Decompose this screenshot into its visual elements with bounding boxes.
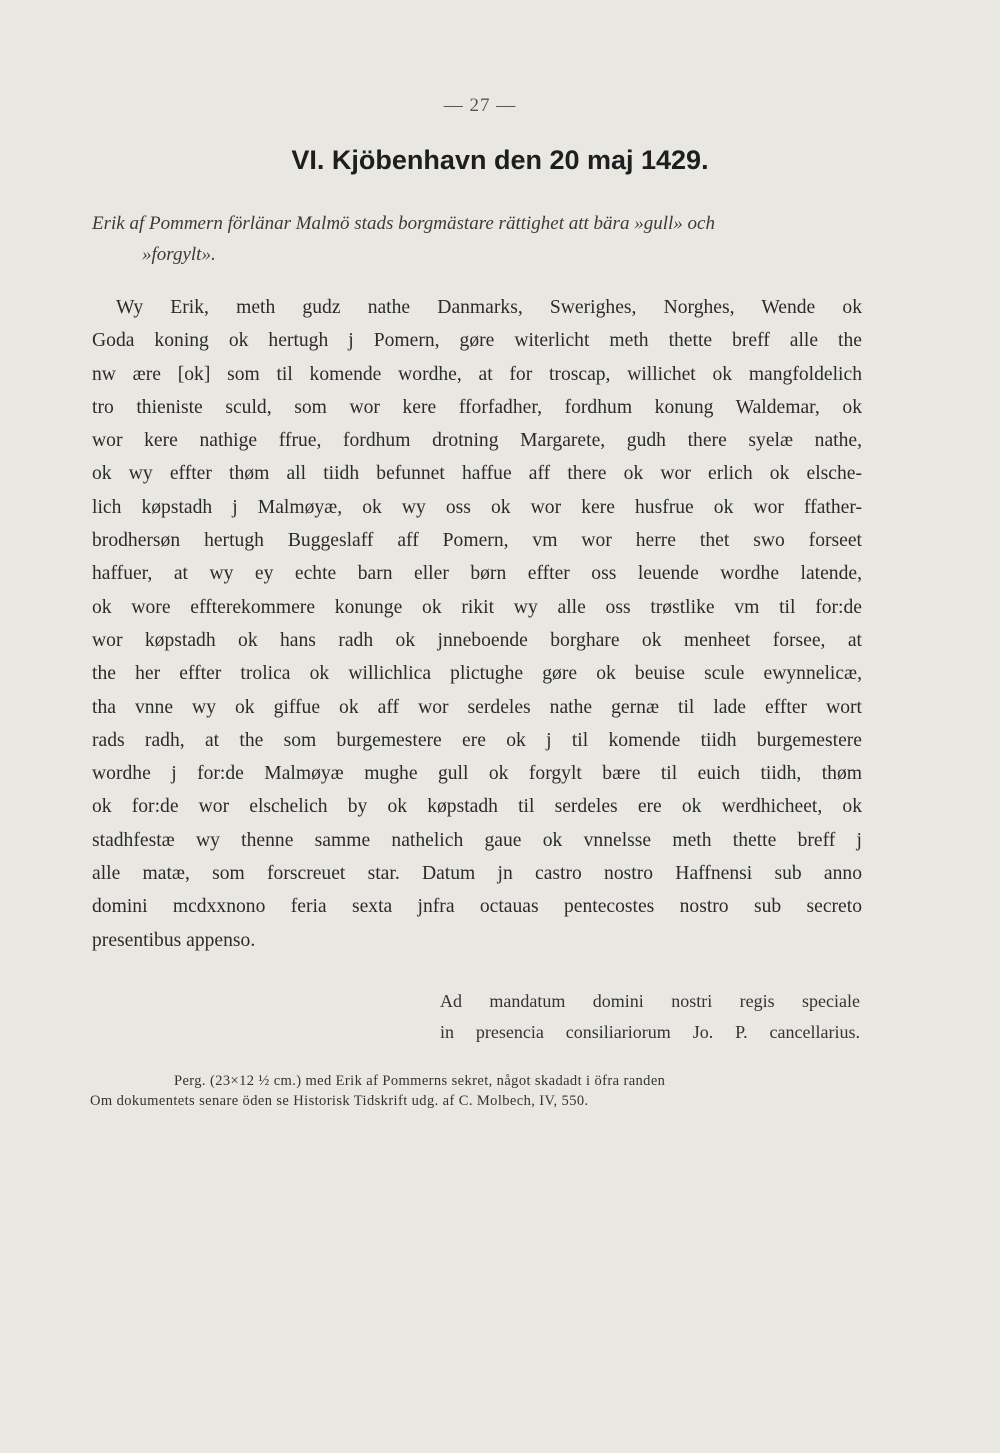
- charter-line: tro thieniste sculd, som wor kere fforfadher, fordhum konung Waldemar, ok: [92, 396, 862, 418]
- charter-line: rads radh, at the som burgemestere ere ok j til komende tiidh burgemestere: [92, 729, 862, 751]
- charter-line: nw ære [ok] som til komende wordhe, at for troscap, willichet ok mangfoldelich: [92, 363, 862, 385]
- charter-line: ok for:de wor elschelich by ok køpstadh til serdeles ere ok werdhicheet, ok: [92, 796, 862, 818]
- charter-line: lich køpstadh j Malmøyæ, ok wy oss ok wor kere husfrue ok wor ffather-: [92, 496, 862, 518]
- source-note-line-2: Om dokumentets senare öden se Historisk Tidskrift udg. af C. Molbech, IV, 550.: [90, 1093, 589, 1109]
- source-note: [90, 1071, 854, 1111]
- charter-line: brodhersøn hertugh Buggeslaff aff Pomern, vm wor herre thet swo forseet: [92, 530, 862, 552]
- charter-line: wor kere nathige ffrue, fordhum drotning Margarete, gudh there syelæ nathe,: [92, 430, 862, 452]
- charter-line: presentibus appenso.: [92, 929, 256, 951]
- charter-text: [92, 291, 862, 957]
- signature-block: [440, 986, 860, 1048]
- charter-line: ok wore effterekommere konunge ok rikit wy alle oss trøstlike vm til for:de: [92, 596, 862, 618]
- source-note-line-1: Perg. (23×12 ½ cm.) med Erik af Pommerns sekret, något skadadt i öfra randen: [174, 1073, 666, 1089]
- charter-line: the her effter trolica ok willichlica plictughe gøre ok beuise scule ewynnelicæ,: [92, 663, 862, 685]
- charter-line: tha vnne wy ok giffue ok aff wor serdeles nathe gernæ til lade effter wort: [92, 696, 862, 718]
- charter-line: alle matæ, som forscreuet star. Datum jn castro nostro Haffnensi sub anno: [92, 863, 862, 885]
- signature-line-2: in presencia consiliariorum Jo. P. cancellarius.: [440, 1022, 860, 1042]
- charter-line: domini mcdxxnono feria sexta jnfra octauas pentecostes nostro sub secreto: [92, 896, 862, 918]
- charter-line: stadhfestæ wy thenne samme nathelich gaue ok vnnelsse meth thette breff j: [92, 829, 862, 851]
- signature-line-1: Ad mandatum domini nostri regis speciale: [440, 991, 860, 1011]
- page-number: — 27 —: [443, 95, 517, 116]
- document-heading: VI. Kjöbenhavn den 20 maj 1429.: [291, 145, 709, 175]
- charter-line: wordhe j for:de Malmøyæ mughe gull ok forgylt bære til euich tiidh, thøm: [92, 763, 862, 785]
- charter-line: Wy Erik, meth gudz nathe Danmarks, Swerighes, Norghes, Wende ok: [116, 297, 862, 318]
- charter-line: Goda koning ok hertugh j Pomern, gøre witerlicht meth thette breff alle the: [92, 330, 862, 352]
- charter-line: ok wy effter thøm all tiidh befunnet haffue aff there ok wor erlich ok elsche-: [92, 463, 862, 485]
- charter-line: haffuer, at wy ey echte barn eller børn effter oss leuende wordhe latende,: [92, 563, 862, 585]
- document-summary: [92, 208, 862, 270]
- summary-line-2: »forgylt».: [142, 244, 216, 265]
- summary-line-1: Erik af Pommern förlänar Malmö stads borgmästare rättighet att bära »gull» och: [92, 213, 715, 234]
- charter-line: wor køpstadh ok hans radh ok jnneboende borghare ok menheet forsee, at: [92, 629, 862, 651]
